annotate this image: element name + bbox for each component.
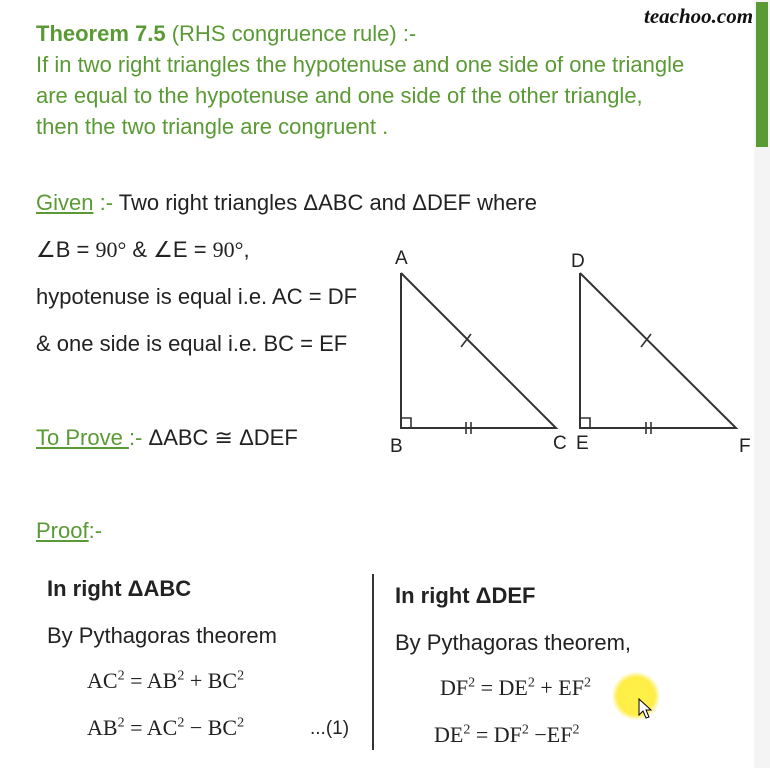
to-prove-text: ΔABC ≅ ΔDEF (142, 425, 298, 450)
left-eq2-exp-a: 2 (117, 715, 125, 731)
given-angle-e-value: 90° (212, 237, 244, 262)
triangle-abc-edges (401, 273, 556, 428)
left-eq2-term-b: = AC (124, 715, 178, 740)
vertex-f: F (739, 436, 751, 457)
proof-label: Proof (36, 518, 89, 543)
left-equation-ref: ...(1) (310, 718, 350, 739)
column-divider (372, 574, 374, 750)
vertex-e: E (576, 433, 589, 454)
right-eq1-term-c: + EF (534, 675, 584, 700)
theorem-line-2: are equal to the hypotenuse and one side of the other triangle, (36, 83, 643, 108)
to-prove-sep: :- (128, 425, 143, 450)
left-eq1-term-b: = AB (124, 668, 178, 693)
left-eq1-term-a: AC (87, 668, 118, 693)
theorem-number: Theorem 7.5 (36, 21, 166, 46)
given-sep: :- (93, 190, 114, 215)
left-eq1-exp-c: 2 (237, 668, 245, 684)
vertex-a: A (395, 248, 408, 269)
left-eq2-term-c: − BC (184, 715, 238, 740)
right-eq1-exp-a: 2 (468, 675, 476, 691)
right-eq1-term-b: = DE (475, 675, 528, 700)
given-angle-b: ∠B = (36, 237, 96, 262)
given-comma: , (243, 237, 250, 262)
triangle-abc-right-angle (401, 418, 411, 428)
left-equation-2 (87, 715, 244, 741)
right-eq2-exp-a: 2 (463, 722, 471, 738)
left-eq2-exp-c: 2 (237, 715, 245, 731)
given-angle-b-value: 90° (95, 237, 127, 262)
theorem-line-3: then the two triangle are congruent . (36, 114, 389, 139)
left-eq2-exp-b: 2 (177, 715, 185, 731)
right-eq2-term-c: −EF (528, 722, 573, 747)
to-prove-label: To Prove (36, 425, 129, 450)
left-eq1-term-c: + BC (184, 668, 238, 693)
triangle-def-edges (580, 273, 736, 428)
left-eq1-exp-a: 2 (117, 668, 125, 684)
vertex-d: D (571, 251, 585, 272)
right-eq1-exp-c: 2 (583, 675, 591, 691)
right-equation-1 (440, 675, 591, 701)
right-heading: In right ΔDEF (395, 583, 536, 608)
vertex-b: B (390, 436, 403, 457)
right-pythagoras-line: By Pythagoras theorem, (395, 630, 632, 655)
proof-sep: :- (88, 518, 103, 543)
theorem-rule: (RHS congruence rule) :- (165, 21, 417, 46)
right-equation-2 (434, 722, 579, 748)
left-eq1-exp-b: 2 (177, 668, 185, 684)
given-angle-e: & ∠E = (126, 237, 213, 262)
mouse-cursor-icon (638, 698, 652, 720)
triangle-abc (401, 273, 556, 434)
left-heading: In right ΔABC (47, 576, 192, 601)
left-eq2-term-a: AB (87, 715, 118, 740)
theorem-line-1: If in two right triangles the hypotenuse and one side of one triangle (36, 52, 685, 77)
given-line-3: hypotenuse is equal i.e. AC = DF (36, 284, 358, 309)
right-eq1-exp-b: 2 (527, 675, 535, 691)
triangle-def (580, 273, 736, 434)
given-label: Given (36, 190, 94, 215)
left-equation-1 (87, 668, 244, 694)
right-eq2-exp-b: 2 (521, 722, 529, 738)
right-eq1-term-a: DF (440, 675, 469, 700)
teachoo-logo: teachoo.com (644, 4, 754, 28)
triangle-def-right-angle (580, 418, 590, 428)
given-text: Two right triangles ΔABC and ΔDEF where (113, 190, 537, 215)
cursor-highlight (612, 672, 660, 720)
given-line-4: & one side is equal i.e. BC = EF (36, 331, 348, 356)
right-eq2-term-a: DE (434, 722, 464, 747)
left-pythagoras-line: By Pythagoras theorem (47, 623, 277, 648)
vertex-c: C (553, 433, 567, 454)
right-eq2-exp-c: 2 (572, 722, 580, 738)
right-eq2-term-b: = DF (470, 722, 522, 747)
